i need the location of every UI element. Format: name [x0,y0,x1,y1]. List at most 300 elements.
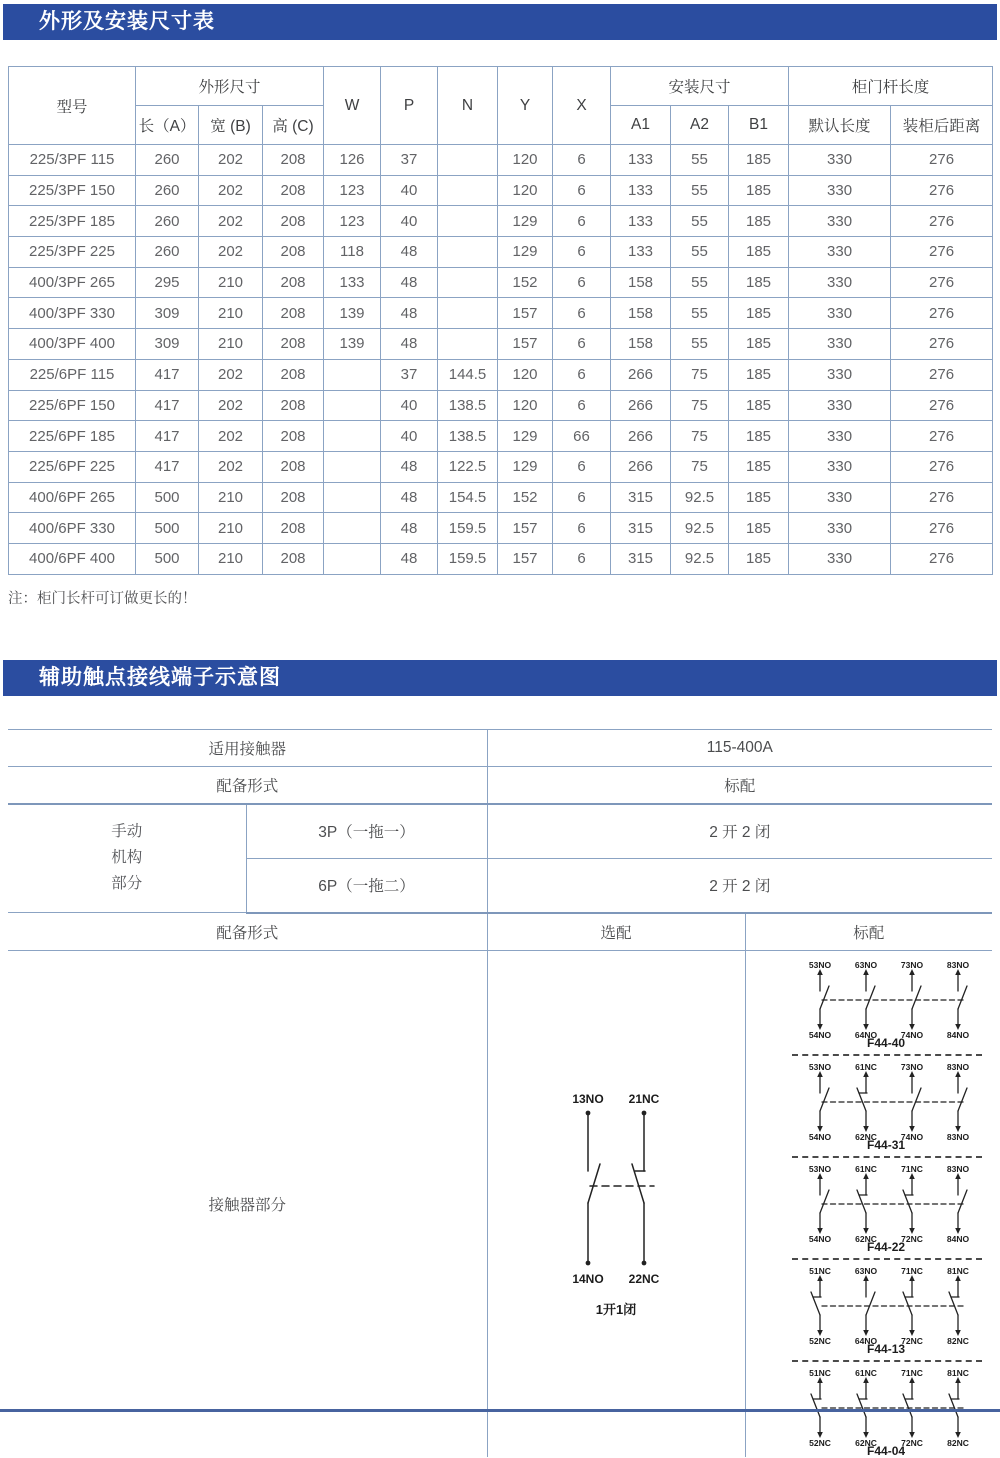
table-row [9,145,993,176]
table-cell: 208 [263,329,324,360]
table-cell: 6 [553,267,611,298]
contactor-part-label: 接触器部分 [208,1196,287,1214]
table-cell: 276 [891,298,993,329]
table-cell: 208 [263,206,324,237]
table-cell: 129 [498,237,553,268]
optional-contact-diagram [516,1089,716,1293]
table-cell: 400/6PF 400 [9,543,136,574]
table-cell [324,482,381,513]
table-cell: 157 [498,543,553,574]
table-cell: 208 [263,175,324,206]
table-cell: 208 [263,298,324,329]
table-cell: 6 [553,482,611,513]
table-cell: 120 [498,390,553,421]
terminal-label: 73NO [900,959,924,970]
diagram-name: F44-31 [867,1137,906,1152]
terminal-label: 82NC [947,1437,969,1447]
table-cell: 6 [553,329,611,360]
table-cell: 400/3PF 400 [9,329,136,360]
table-cell: 159.5 [438,513,498,544]
table-cell: 276 [891,145,993,176]
table-cell: 185 [729,145,789,176]
table-cell: 500 [136,482,199,513]
table-cell: 202 [199,145,263,176]
table-cell: 225/3PF 225 [9,237,136,268]
table-cell: 315 [611,513,671,544]
table-cell: 6 [553,543,611,574]
table-cell: 133 [611,237,671,268]
terminal-label: 81NC [947,1265,969,1276]
table-cell: 225/6PF 150 [9,390,136,421]
applicable-contactor-row [8,729,992,766]
table-cell: 40 [381,390,438,421]
table-row [9,482,993,513]
table-cell: 48 [381,513,438,544]
terminal-label: 62NC [855,1233,877,1243]
table-cell: 185 [729,513,789,544]
table-cell: 225/3PF 150 [9,175,136,206]
table-cell: 185 [729,359,789,390]
table-cell: 330 [789,298,891,329]
table-cell: 417 [136,451,199,482]
table-cell: 208 [263,421,324,452]
table-cell: 417 [136,359,199,390]
table-cell: 208 [263,145,324,176]
diagram-name: F44-13 [867,1341,906,1356]
table-cell: 185 [729,421,789,452]
table-cell: 210 [199,482,263,513]
terminal-label: 83NO [946,1131,970,1141]
config-form-row [8,766,992,804]
table-cell: 75 [671,390,729,421]
terminal-label: 51NC [809,1367,831,1378]
table-cell: 55 [671,145,729,176]
table-cell: 6 [553,451,611,482]
terminal-label: 14NO [572,1272,604,1287]
table-cell: 48 [381,237,438,268]
table-cell: 154.5 [438,482,498,513]
table-cell: 295 [136,267,199,298]
table-cell: 138.5 [438,390,498,421]
diagram-name: F44-04 [867,1443,906,1458]
col-header-height: 高 (C) [263,106,324,145]
terminal-label: 53NO [808,1163,832,1174]
col-header-p: P [381,67,438,145]
table-cell: 158 [611,329,671,360]
terminal-label: 22NC [628,1272,660,1287]
f44-diagram-block [786,1061,986,1151]
table-cell: 202 [199,359,263,390]
f44-diagram-block [786,1163,986,1253]
col-header-x: X [553,67,611,145]
terminal-label: 73NO [900,1061,924,1072]
table-cell: 185 [729,237,789,268]
table-cell: 185 [729,329,789,360]
terminal-label: 74NO [900,1029,924,1039]
table-cell: 276 [891,237,993,268]
table-cell: 330 [789,513,891,544]
config-form-value: 标配 [487,766,992,804]
table-cell: 133 [611,175,671,206]
table-cell [324,543,381,574]
table-row [9,421,993,452]
table-cell: 6 [553,175,611,206]
table-cell: 158 [611,267,671,298]
table-cell: 266 [611,421,671,452]
table-cell: 55 [671,206,729,237]
terminal-label: 53NO [808,1061,832,1072]
table-cell: 260 [136,206,199,237]
table-cell: 185 [729,543,789,574]
table-cell: 120 [498,145,553,176]
diagram-name: F44-40 [867,1035,906,1050]
table-cell [438,175,498,206]
manual-line-1: 手动 [111,823,143,841]
table-cell: 185 [729,451,789,482]
table-cell: 40 [381,421,438,452]
terminal-label: 13NO [572,1092,604,1107]
dimension-table-body [9,145,993,575]
terminal-label: 63NO [854,959,878,970]
table-cell: 48 [381,298,438,329]
table-cell: 6 [553,390,611,421]
col-header-length: 长（A） [136,106,199,145]
table-cell: 6 [553,237,611,268]
table-cell: 75 [671,359,729,390]
aux-contact-table [8,729,992,1457]
table-cell: 40 [381,206,438,237]
table-cell: 276 [891,390,993,421]
table-row [9,543,993,574]
table-cell: 6 [553,298,611,329]
table-cell: 266 [611,451,671,482]
col-header-n: N [438,67,498,145]
table-cell: 330 [789,329,891,360]
table-cell: 500 [136,543,199,574]
manual-6p-value: 2 开 2 闭 [487,858,992,913]
table-cell: 118 [324,237,381,268]
terminal-label: 52NC [809,1437,831,1447]
table-cell: 126 [324,145,381,176]
table-cell: 276 [891,421,993,452]
terminal-label: 84NO [946,1233,970,1243]
table-cell: 330 [789,421,891,452]
table-cell: 210 [199,329,263,360]
table-cell: 37 [381,359,438,390]
table-cell: 260 [136,145,199,176]
table-cell: 210 [199,267,263,298]
table-cell [438,329,498,360]
col-header-install-group: 安装尺寸 [611,67,789,106]
table-row [9,267,993,298]
table-cell: 276 [891,359,993,390]
table-cell: 330 [789,543,891,574]
table-cell: 66 [553,421,611,452]
manual-3p-type: 3P（一拖一） [246,804,487,859]
table-cell: 122.5 [438,451,498,482]
table-cell: 276 [891,543,993,574]
table-cell: 185 [729,390,789,421]
terminal-label: 71NC [901,1163,923,1174]
terminal-label: 52NC [809,1335,831,1345]
section-title-dimensions: 外形及安装尺寸表 [3,4,997,40]
table-cell [438,237,498,268]
optional-diagram-svg-holder [516,1089,716,1293]
table-row [9,298,993,329]
table-row [9,359,993,390]
terminal-label: 83NO [946,1061,970,1072]
diagram-separator [792,1156,982,1158]
table-cell: 276 [891,482,993,513]
table-cell: 330 [789,175,891,206]
table-cell: 276 [891,329,993,360]
table-cell: 133 [324,267,381,298]
terminal-label: 71NC [901,1265,923,1276]
table-cell: 48 [381,482,438,513]
col-header-width: 宽 (B) [199,106,263,145]
table-cell [438,267,498,298]
table-cell: 123 [324,175,381,206]
table-cell: 276 [891,175,993,206]
table-cell: 225/3PF 185 [9,206,136,237]
table-cell: 120 [498,175,553,206]
f44-contact-diagram [786,959,986,1039]
optional-diagram-caption: 1开1闭 [595,1302,637,1318]
col-header-installed-distance: 装柜后距离 [891,106,993,145]
standard-label: 标配 [745,913,992,951]
table-cell: 330 [789,206,891,237]
table-cell: 48 [381,267,438,298]
optional-label: 选配 [487,913,745,951]
table-cell: 129 [498,206,553,237]
table-cell: 120 [498,359,553,390]
f44-contact-diagram [786,1265,986,1345]
table-row [9,329,993,360]
table-cell: 55 [671,267,729,298]
table-cell: 266 [611,390,671,421]
table-cell: 330 [789,482,891,513]
table-cell: 208 [263,513,324,544]
manual-3p-value: 2 开 2 闭 [487,804,992,859]
table-cell: 315 [611,543,671,574]
table-cell: 129 [498,451,553,482]
col-header-a1: A1 [611,106,671,145]
table-cell: 260 [136,175,199,206]
table-cell: 400/6PF 330 [9,513,136,544]
table-cell: 208 [263,390,324,421]
col-header-y: Y [498,67,553,145]
table-cell: 276 [891,267,993,298]
config-header-row [8,913,992,951]
table-cell: 55 [671,237,729,268]
table-cell [324,421,381,452]
optional-diagram-cell [487,950,745,1457]
terminal-label: 64NO [854,1335,878,1345]
terminal-label: 51NC [809,1265,831,1276]
table-row [9,513,993,544]
table-row [9,175,993,206]
table-cell: 129 [498,421,553,452]
table-cell: 225/3PF 115 [9,145,136,176]
table-cell: 210 [199,513,263,544]
manual-6p-type: 6P（一拖二） [246,858,487,913]
config2-label: 配备形式 [8,913,487,951]
table-cell: 225/6PF 115 [9,359,136,390]
terminal-label: 54NO [808,1233,832,1243]
table-cell: 48 [381,329,438,360]
table-cell: 417 [136,390,199,421]
f44-diagram-block [786,959,986,1049]
terminal-label: 64NO [854,1029,878,1039]
table-header-row-1 [9,67,993,106]
standard-diagrams-cell [745,950,992,1457]
table-cell: 48 [381,543,438,574]
table-cell: 144.5 [438,359,498,390]
table-cell: 208 [263,359,324,390]
table-cell: 55 [671,175,729,206]
table-cell: 185 [729,298,789,329]
table-row [9,390,993,421]
table-row [9,237,993,268]
terminal-label: 83NO [946,959,970,970]
page-footer-rule [0,1409,1000,1412]
applicable-contactor-value: 115-400A [487,729,992,766]
table-cell: 276 [891,206,993,237]
table-cell: 152 [498,267,553,298]
table-cell: 40 [381,175,438,206]
col-header-model: 型号 [9,67,136,145]
table-cell: 48 [381,451,438,482]
terminal-label: 62NC [855,1131,877,1141]
col-header-w: W [324,67,381,145]
table-cell [438,206,498,237]
table-cell: 330 [789,237,891,268]
table-cell: 208 [263,543,324,574]
table-cell: 133 [611,206,671,237]
table-cell: 139 [324,298,381,329]
table-cell [324,451,381,482]
table-cell: 276 [891,513,993,544]
col-header-b1: B1 [729,106,789,145]
table-note: 注：柜门长杆可订做更长的！ [8,590,197,607]
table-cell: 266 [611,359,671,390]
table-cell: 260 [136,237,199,268]
table-cell: 6 [553,145,611,176]
table-cell: 330 [789,359,891,390]
terminal-label: 61NC [855,1163,877,1174]
table-cell: 6 [553,513,611,544]
table-cell: 152 [498,482,553,513]
terminal-label: 72NC [901,1233,923,1243]
table-cell: 37 [381,145,438,176]
table-row [9,206,993,237]
terminal-label: 84NO [946,1029,970,1039]
table-cell: 202 [199,237,263,268]
manual-mechanism-label [8,804,246,913]
table-cell: 400/6PF 265 [9,482,136,513]
terminal-label: 61NC [855,1061,877,1072]
table-cell: 500 [136,513,199,544]
terminal-label: 54NO [808,1029,832,1039]
standard-diagrams-stack [746,951,993,1457]
table-cell: 6 [553,206,611,237]
table-cell: 330 [789,145,891,176]
table-cell: 330 [789,390,891,421]
terminal-label: 54NO [808,1131,832,1141]
terminal-label: 61NC [855,1367,877,1378]
table-cell [438,298,498,329]
table-cell: 309 [136,329,199,360]
table-cell: 330 [789,267,891,298]
col-header-default-length: 默认长度 [789,106,891,145]
table-cell: 75 [671,421,729,452]
f44-contact-diagram [786,1061,986,1141]
terminal-label: 53NO [808,959,832,970]
table-cell [324,390,381,421]
manual-line-2: 机构 [111,849,143,867]
table-cell: 202 [199,390,263,421]
applicable-contactor-label: 适用接触器 [8,729,487,766]
diagram-name: F44-22 [867,1239,906,1254]
table-cell [324,359,381,390]
f44-contact-diagram [786,1367,986,1447]
f44-diagram-block [786,1265,986,1355]
table-cell: 315 [611,482,671,513]
table-cell: 157 [498,329,553,360]
table-cell: 92.5 [671,482,729,513]
terminal-label: 63NO [854,1265,878,1276]
table-cell: 185 [729,175,789,206]
table-cell: 309 [136,298,199,329]
table-cell: 210 [199,298,263,329]
section-title-aux-contacts: 辅助触点接线端子示意图 [3,660,997,696]
diagram-separator [792,1360,982,1362]
table-cell: 159.5 [438,543,498,574]
table-cell: 208 [263,237,324,268]
table-cell: 138.5 [438,421,498,452]
table-cell: 400/3PF 265 [9,267,136,298]
table-cell [438,145,498,176]
f44-contact-diagram [786,1163,986,1243]
table-cell: 202 [199,451,263,482]
table-cell: 92.5 [671,513,729,544]
table-cell: 276 [891,451,993,482]
terminal-label: 82NC [947,1335,969,1345]
table-cell: 6 [553,359,611,390]
table-cell: 202 [199,206,263,237]
table-cell: 185 [729,206,789,237]
table-cell: 208 [263,451,324,482]
terminal-label: 74NO [900,1131,924,1141]
table-row [9,451,993,482]
col-header-rod-group: 柜门杆长度 [789,67,993,106]
table-cell: 139 [324,329,381,360]
terminal-label: 72NC [901,1437,923,1447]
table-cell: 417 [136,421,199,452]
table-cell: 123 [324,206,381,237]
table-cell: 55 [671,329,729,360]
config-form-label: 配备形式 [8,766,487,804]
diagram-separator [792,1258,982,1260]
terminal-label: 62NC [855,1437,877,1447]
table-cell: 202 [199,175,263,206]
table-cell: 225/6PF 225 [9,451,136,482]
contactor-section-row [8,950,992,1457]
terminal-label: 71NC [901,1367,923,1378]
col-header-outline-group: 外形尺寸 [136,67,324,106]
table-cell: 158 [611,298,671,329]
table-cell [324,513,381,544]
